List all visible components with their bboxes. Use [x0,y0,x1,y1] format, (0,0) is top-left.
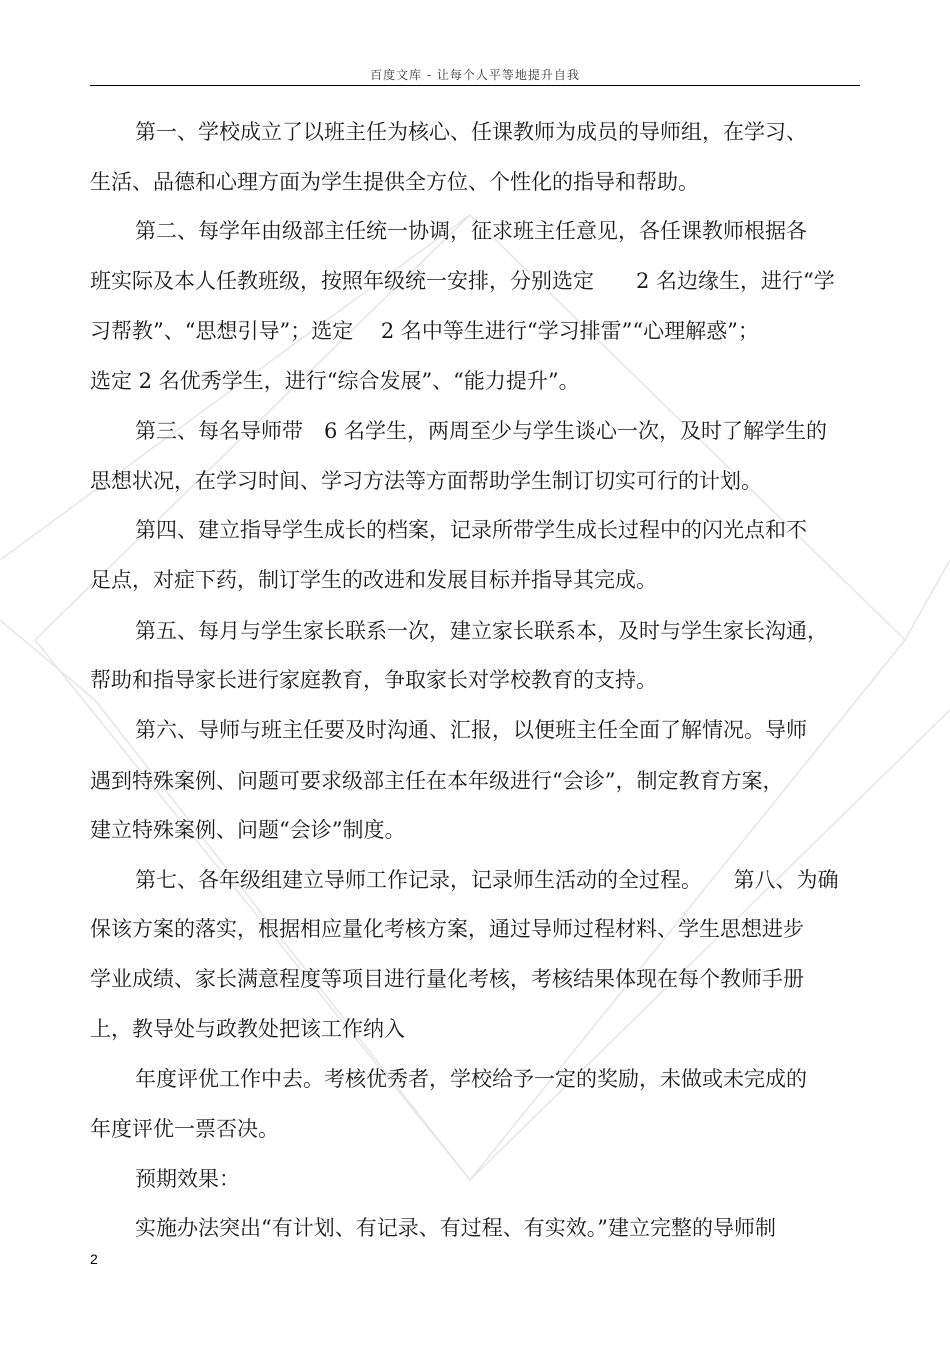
paragraph-8-line-1: 年度评优工作中去。考核优秀者，学校给予一定的奖励，未做或未完成的 [135,1067,807,1091]
paragraph-2-line-4: 选定 2 名优秀学生，进行“综合发展”、“能力提升”。 [90,369,580,393]
paragraph-5-line-2: 帮助和指导家长进行家庭教育，争取家长对学校教育的支持。 [90,668,657,692]
paragraph-4-line-2: 足点，对症下药，制订学生的改进和发展目标并指导其完成。 [90,568,657,592]
page-number: 2 [90,1251,98,1267]
paragraph-8-line-2: 年度评优一票否决。 [90,1117,279,1141]
paragraph-2-line-3: 习帮教”、“思想引导”；选定 2 名中等生进行“学习排雷”“心理解惑”； [90,319,759,343]
paragraph-9-line-1: 实施办法突出“有计划、有记录、有过程、有实效。”建立完整的导师制 [135,1216,776,1240]
page-header: 百度文库 - 让每个人平等地提升自我 [370,68,580,82]
paragraph-1-line-2: 生活、品德和心理方面为学生提供全方位、个性化的指导和帮助。 [90,170,699,194]
paragraph-7-line-2: 保该方案的落实，根据相应量化考核方案，通过导师过程材料、学生思想进步 [90,917,804,941]
header-divider [90,85,860,86]
section-heading-expected-results: 预期效果： [135,1167,240,1191]
paragraph-2-line-2: 班实际及本人任教班级，按照年级统一安排，分别选定 2 名边缘生，进行“学 [90,269,835,293]
paragraph-4-line-1: 第四、建立指导学生成长的档案，记录所带学生成长过程中的闪光点和不 [135,518,807,542]
paragraph-6-line-3: 建立特殊案例、问题“会诊”制度。 [90,818,406,842]
paragraph-5-line-1: 第五、每月与学生家长联系一次，建立家长联系本，及时与学生家长沟通， [135,619,828,643]
paragraph-3-line-2: 思想状况，在学习时间、学习方法等方面帮助学生制订切实可行的计划。 [90,469,762,493]
paragraph-7-line-3: 学业成绩、家长满意程度等项目进行量化考核，考核结果体现在每个教师手册 [90,967,804,991]
paragraph-1-line-1: 第一、学校成立了以班主任为核心、任课教师为成员的导师组，在学习、 [135,120,807,144]
paragraph-7-line-4: 上，教导处与政教处把该工作纳入 [90,1017,405,1041]
paragraph-6-line-1: 第六、导师与班主任要及时沟通、汇报，以便班主任全面了解情况。导师 [135,718,807,742]
paragraph-3-line-1: 第三、每名导师带 6 名学生，两周至少与学生谈心一次，及时了解学生的 [135,419,828,443]
paragraph-7-line-1: 第七、各年级组建立导师工作记录，记录师生活动的全过程。 第八、为确 [135,868,839,892]
paragraph-6-line-2: 遇到特殊案例、问题可要求级部主任在本年级进行“会诊”，制定教育方案， [90,769,784,793]
paragraph-2-line-1: 第二、每学年由级部主任统一协调，征求班主任意见，各任课教师根据各 [135,219,807,243]
